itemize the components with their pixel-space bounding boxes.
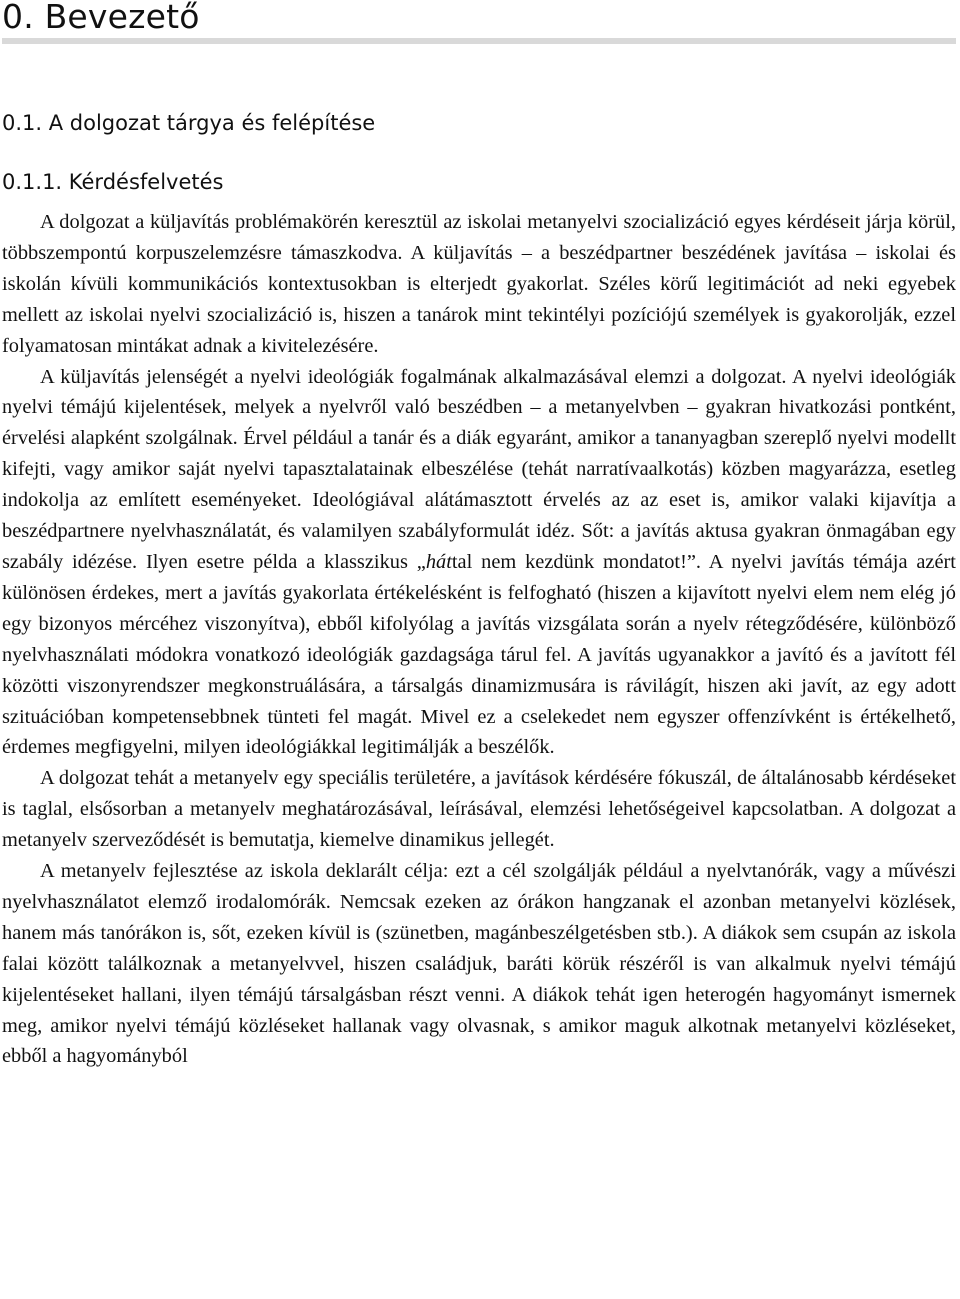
- body-text: [2, 207, 956, 1072]
- paragraph: A dolgozat a küljavítás problémakörén keresztül az iskolai metanyelvi szocializáció egyes kérdéseit járja körül, többszempontú korpuszelemzésre támaszkodva. A küljavítás – a beszédpartner beszédének javítása – iskolai és iskolán kívüli kommunikációs kontextusokban is elterjedt gyakorlat. Széles körű legitimációt ad neki egyebek mellett az iskolai nyelvi szocializáció is, hiszen a tanárok mint tekintélyi pozíciójú személyek is gyakorolják, ezzel folyamatosan mintákat adnak a kivitelezésére.: [2, 211, 956, 357]
- paragraph: [2, 362, 956, 764]
- paragraph: A dolgozat tehát a metanyelv egy speciális területére, a javítások kérdésére fókuszál, de általánosabb kérdéseket is taglal, elsősorban a metanyelv meghatározásával, leírásával, elemzési lehetőségeivel kapcsolatban. A dolgozat a metanyelv szerveződését is bemutatja, kiemelve dinamikus jellegét.: [2, 767, 956, 852]
- paragraph: A metanyelv fejlesztése az iskola deklarált célja: ezt a cél szolgálják például a nyelvtanórák, vagy a művészi nyelvhasználatot elemző irodalomórák. Nemcsak ezeken az órákon hangzanak el azonban metanyelvi közlések, hanem más tanórákon is, sőt, ezeken kívül is (szünetben, magánbeszélgetésben stb.). A diákok sem csupán az iskola falai között találkoznak a metanyelvvel, hiszen családjuk, baráti körük részéről is van alkalmuk nyelvi témájú kijelentéseket hallani, ilyen témájú társalgásban részt venni. A diákok tehát igen heterogén hagyományt ismernek meg, amikor nyelvi témájú közléseket hallanak vagy olvasnak, s amikor maguk alkotnak metanyelvi közléseket, ebből a hagyományból: [2, 860, 956, 1068]
- subsection-title: 0.1.1. Kérdésfelvetés: [2, 170, 224, 194]
- chapter-rule: [2, 38, 956, 44]
- paragraph-text: tal nem kezdünk mondatot!”. A nyelvi javítás témája azért különösen érdekes, mert a javítás gyakorlata értékelésként is felfogható (hiszen a kijavított nyelvi elem nem elég jó egy bizonyos mércéhez viszonyítva), ebből kifolyólag a javítás vizsgálata során a nyelv rétegződésére, különböző nyelvhasználati módokra vonatkozó ideológiák gazdagsága tárul fel. A javítás ugyanakkor a javító és a javított fél közötti viszonyrendszer megkonstruálására, a társalgás dinamizmusára is rávilágít, hiszen aki javít, az egy adott szituációban kompetensebbnek tünteti fel magát. Mivel ez a cselekedet nem egyszer offenzívként is értékelhető, érdemes megfigyelni, milyen ideológiákkal legitimálják a beszélők.: [2, 550, 956, 759]
- section-title: 0.1. A dolgozat tárgya és felépítése: [2, 111, 376, 135]
- chapter-title: 0. Bevezető: [2, 0, 200, 36]
- paragraph-text: A küljavítás jelenségét a nyelvi ideológiák fogalmának alkalmazásával elemzi a dolgozat. A nyelvi ideológiák nyelvi témájú kijelentések, melyek a nyelvről való beszédben – a metanyelvben – gyakran hivatkozási pontként, érvelési alapként szolgálnak. Érvel például a tanár és a diák egyaránt, amikor a tananyagban szereplő nyelvi modellt kifejti, vagy amikor saját nyelvi tapasztalatainak elbeszélése (tehát narratívaalkotás) közben magyarázza, esetleg indokolja az említett eseményeket. Ideológiával alátámasztott érvelés az az eset is, amikor valaki kijavítja a beszédpartnere nyelvhasználatát, és valamilyen szabályformulát idéz. Sőt: a javítás aktusa gyakran önmagában egy szabály idézése. Ilyen esetre példa a klasszikus „: [2, 365, 956, 573]
- emphasis-text: hát: [425, 550, 452, 573]
